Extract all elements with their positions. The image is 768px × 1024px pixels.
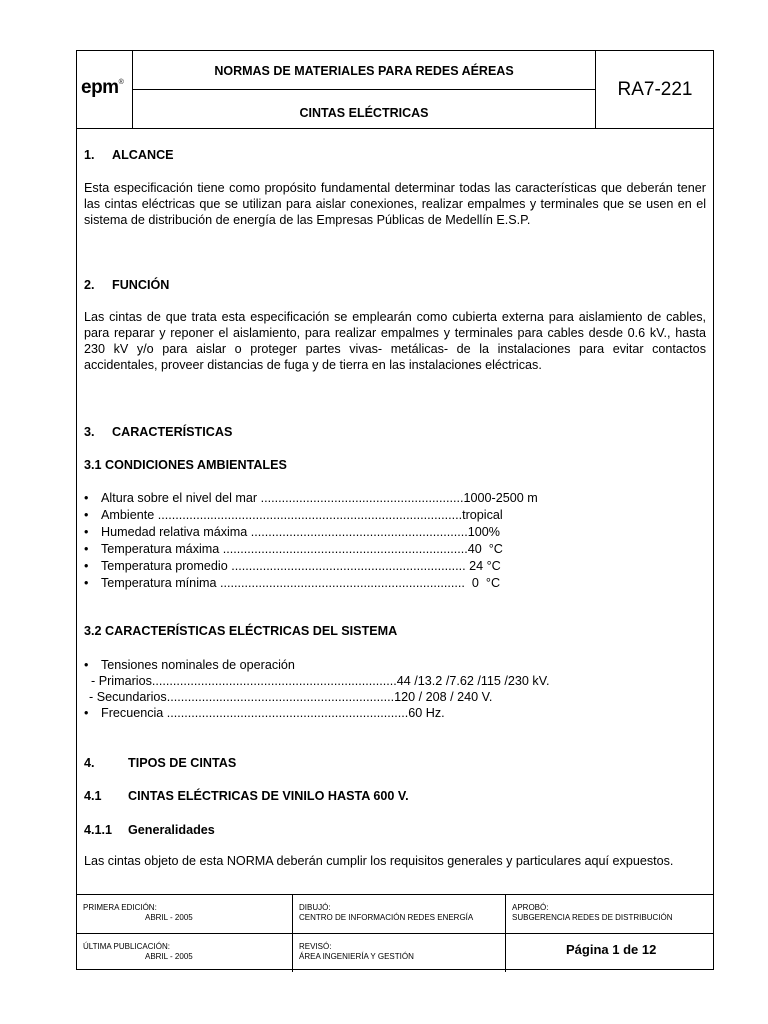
list-item: • Altura sobre el nivel del mar ..........................................................1000-2500 m (84, 491, 538, 505)
heading-caracteristicas-electricas: 3.2 CARACTERÍSTICAS ELÉCTRICAS DEL SISTEMA (84, 624, 398, 638)
list-item: • Temperatura máxima ......................................................................40 °C (84, 542, 503, 556)
heading-funcion: 2. FUNCIÓN (84, 278, 170, 292)
list-item: • Frecuencia .....................................................................60 Hz. (84, 706, 445, 720)
heading-condiciones-ambientales: 3.1 CONDICIONES AMBIENTALES (84, 458, 287, 472)
footer-dibujo: DIBUJÓ: CENTRO DE INFORMACIÓN REDES ENERGÍA (293, 895, 506, 933)
footer-row (77, 895, 713, 933)
list-item: • Ambiente .......................................................................................tropical (84, 508, 503, 522)
list-subitem: - Secundarios.................................................................120 / 208 / 240 V. (89, 690, 493, 704)
document-header (77, 51, 713, 129)
paragraph-funcion: Las cintas de que trata esta especificación se emplearán como cubierta externa para aislamiento de cables, para reparar y reponer el aislamiento, para realizar empalmes y terminales para cables desde 0.6 kV., hasta 230 kV y/o para aislar o proteger partes vivas- metálicas- de la instalaciones para evitar contactos accidentales, proveer distancias de fuga y de tierra en las instalaciones eléctricas. (84, 310, 706, 372)
heading-cintas-vinilo: 4.1 CINTAS ELÉCTRICAS DE VINILO HASTA 600 V. (84, 789, 409, 803)
heading-tipos-de-cintas: 4. TIPOS DE CINTAS (84, 756, 237, 770)
footer-page (506, 934, 715, 972)
epm-logo: epm® (81, 77, 124, 98)
heading-generalidades: 4.1.1 Generalidades (84, 823, 215, 837)
logo-cell (77, 51, 133, 128)
footer-aprobo: APROBÓ: SUBGERENCIA REDES DE DISTRIBUCIÓN (512, 903, 673, 922)
list-subitem: - Primarios......................................................................44 /13.2 /7.62 /115 /230 kV. (91, 674, 550, 688)
title-cell (133, 51, 596, 128)
footer-ultima-publicacion: ÚLTIMA PUBLICACIÓN: ABRIL - 2005 (77, 934, 293, 972)
footer-reviso: REVISÓ: ÁREA INGENIERÍA Y GESTIÓN (293, 934, 506, 972)
document-page (76, 50, 714, 970)
footer-primera-edicion: PRIMERA EDICIÓN: ABRIL - 2005 (77, 895, 293, 933)
list-item: • Temperatura promedio ................................................................... 24 °C (84, 559, 501, 573)
paragraph-alcance: Esta especificación tiene como propósito fundamental determinar todas las características que deberán tener las cintas eléctricas que se utilizan para aislar conexiones, realizar empalmes y terminales que se usen en el sistema de distribución de energía de las Empresas Públicas de Medellín E.S.P. (84, 181, 706, 227)
footer-row (77, 933, 713, 972)
document-code: RA7-221 (617, 79, 693, 100)
list-item: • Humedad relativa máxima ..............................................................100% (84, 525, 500, 539)
document-title: NORMAS DE MATERIALES PARA REDES AÉREAS (133, 51, 595, 90)
page-number: Página 1 de 12 (566, 942, 657, 957)
list-item: • Temperatura mínima ...................................................................... 0 °C (84, 576, 501, 590)
heading-caracteristicas: 3. CARACTERÍSTICAS (84, 425, 233, 439)
paragraph-generalidades: Las cintas objeto de esta NORMA deberán cumplir los requisitos generales y particulares aquí expuestos. (84, 854, 674, 868)
list-item: • Tensiones nominales de operación (84, 658, 295, 672)
document-footer (77, 894, 713, 971)
document-subtitle: CINTAS ELÉCTRICAS (299, 106, 429, 120)
heading-alcance: 1. ALCANCE (84, 148, 174, 162)
